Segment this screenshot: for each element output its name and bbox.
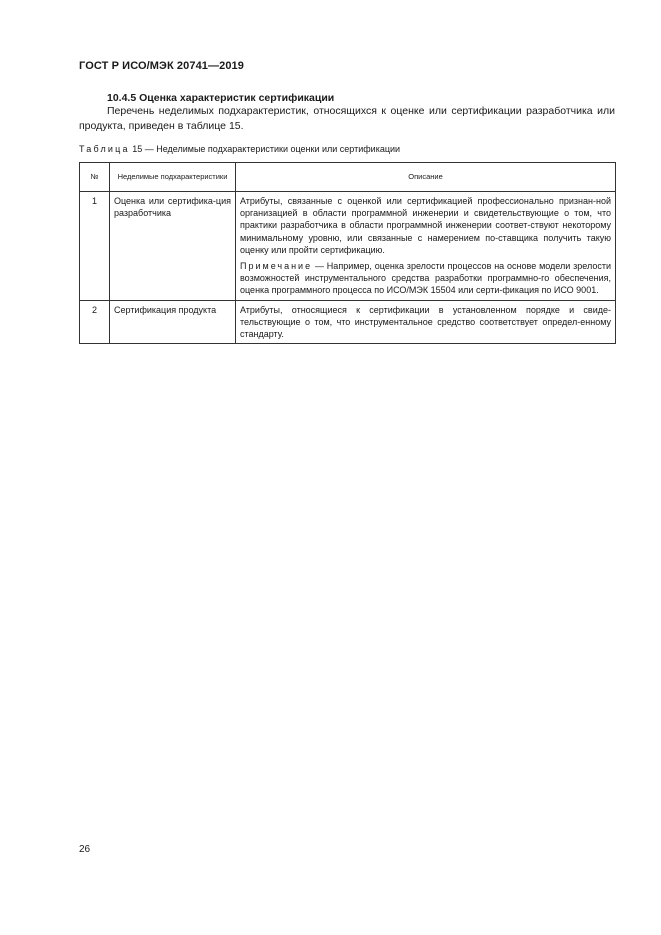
table-row <box>80 192 616 301</box>
table-row <box>80 300 616 344</box>
row-name: Сертификация продукта <box>110 300 236 344</box>
column-header-name: Неделимые подхарактеристики <box>110 163 236 192</box>
column-header-num: № <box>80 163 110 192</box>
section-title: 10.4.5 Оценка характеристик сертификации <box>107 92 335 104</box>
table-caption-text: 15 — Неделимые подхарактеристики оценки или сертификации <box>132 144 401 154</box>
row-description <box>236 300 616 344</box>
row-name: Оценка или сертифика-ция разработчика <box>110 192 236 301</box>
note-label: Примечание <box>240 261 313 272</box>
row-description-text: Атрибуты, связанные с оценкой или сертификацией профессионально признан-ной организацией в области программной инженерии и свидетельствующие о том, что практики разработчика в области программной инженерии соответ-ствуют некоторому минимальному уровню, или связанные с намерением по-ставщика получить такую оценку или пройти сертификацию. <box>240 196 611 255</box>
row-num: 1 <box>80 192 110 301</box>
row-note <box>240 260 611 297</box>
note-text: — Например, оценка зрелости процессов на основе модели зрелости возможностей инструментального средства разработки программно-го обеспечения, оценка программного процесса по ИСО/МЭК 15504 или серти-фикация по ИСО 9001. <box>240 261 611 296</box>
intro-paragraph: Перечень неделимых подхарактеристик, относящихся к оценке или сертификации разработчика или продукта, приведен в таблице 15. <box>79 105 615 132</box>
table-caption-label: Таблица <box>79 144 130 154</box>
table-caption <box>79 144 400 154</box>
page-number: 26 <box>79 844 91 855</box>
column-header-desc: Описание <box>236 163 616 192</box>
characteristics-table <box>79 162 616 344</box>
row-description <box>236 192 616 301</box>
table-header-row <box>80 163 616 192</box>
row-description-text: Атрибуты, относящиеся к сертификации в установленном порядке и свиде-тельствующие о том, что инструментальное средство соответствует определ-енному стандарту. <box>240 304 611 340</box>
standard-header: ГОСТ Р ИСО/МЭК 20741—2019 <box>79 60 244 72</box>
row-num: 2 <box>80 300 110 344</box>
